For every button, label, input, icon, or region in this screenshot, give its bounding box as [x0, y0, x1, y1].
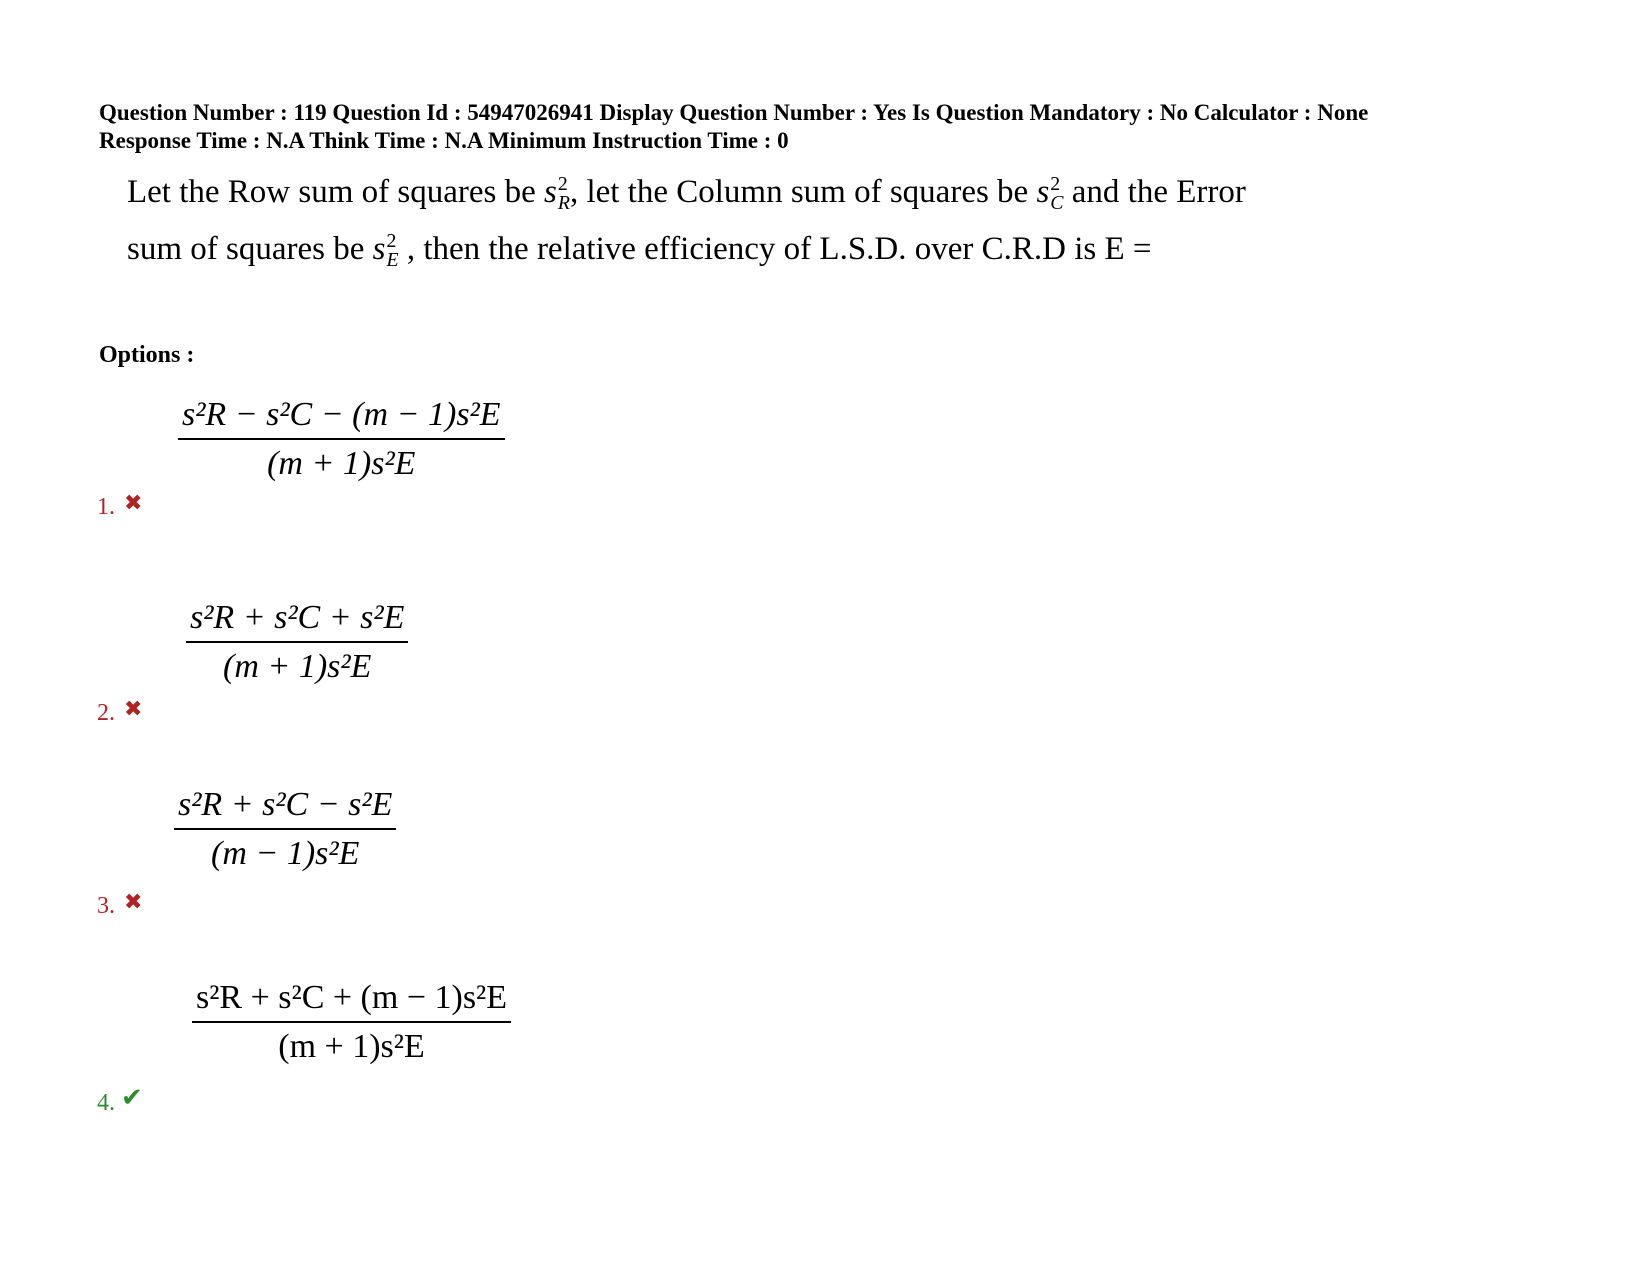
option-4-formula	[192, 978, 511, 1068]
option-3-number: 3.	[97, 893, 115, 919]
option-4-numerator: s²R + s²C + (m − 1)s²E	[196, 979, 508, 1016]
cross-icon: ✖	[124, 490, 143, 515]
option-4-denominator: (m + 1)s²E	[278, 1027, 425, 1065]
option-1-formula	[178, 395, 505, 485]
symbol-s-e-squared: s 2 E	[372, 229, 399, 272]
option-3-formula	[174, 785, 396, 875]
symbol-s-c-squared: s 2 C	[1036, 172, 1064, 215]
question-meta-line-1: Question Number : 119 Question Id : 54947026941 Display Question Number : Yes Is Question Mandatory : No Calculator : None	[99, 100, 1369, 125]
option-1-number: 1.	[97, 494, 115, 520]
option-4-number: 4.	[97, 1090, 115, 1116]
option-2-denominator: (m + 1)s²E	[223, 647, 372, 685]
option-1-numerator: s²R − s²C − (m − 1)s²E	[182, 396, 501, 433]
question-stem-line-2: sum of squares be s 2 E , then the relative efficiency of L.S.D. over C.R.D is E =	[127, 229, 1152, 272]
option-1-denominator: (m + 1)s²E	[267, 444, 416, 482]
option-3-denominator: (m − 1)s²E	[211, 834, 360, 872]
options-label: Options :	[99, 342, 195, 368]
question-meta-line-2: Response Time : N.A Think Time : N.A Minimum Instruction Time : 0	[99, 128, 789, 153]
option-2-formula	[186, 598, 408, 688]
option-2-numerator: s²R + s²C + s²E	[190, 599, 405, 636]
check-icon: ✔	[121, 1083, 143, 1112]
question-stem-line-1: Let the Row sum of squares be s 2 R , let the Column sum of squares be s 2 C and the Error	[127, 172, 1246, 215]
cross-icon: ✖	[124, 889, 143, 914]
symbol-s-r-squared: s 2 R	[544, 172, 570, 215]
option-2-number: 2.	[97, 700, 115, 726]
option-3-numerator: s²R + s²C − s²E	[178, 786, 393, 823]
cross-icon: ✖	[124, 696, 143, 721]
